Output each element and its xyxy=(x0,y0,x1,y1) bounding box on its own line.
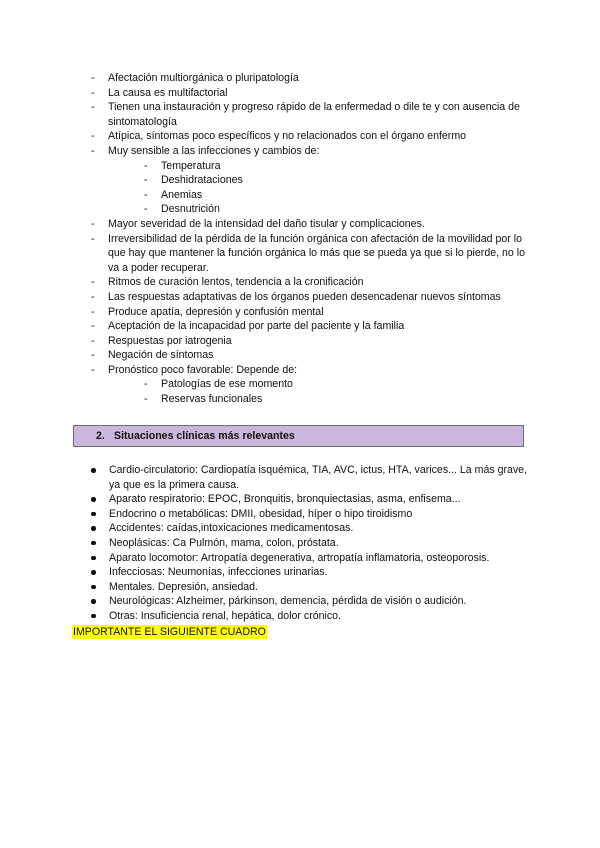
section-title: Situaciones clínicas más relevantes xyxy=(114,430,295,442)
section-heading xyxy=(73,425,524,447)
list-item xyxy=(91,305,536,320)
clinical-item: Aparato locomotor: Artropatía degenerativa, artropatía inflamatoria, osteoporosis. xyxy=(91,551,531,566)
section-number: 2. xyxy=(96,430,105,442)
list-item xyxy=(91,129,536,144)
sub-list-item: - Desnutrición xyxy=(108,202,536,217)
list-item xyxy=(91,275,536,290)
sub-list-item: - Deshidrataciones xyxy=(108,173,536,188)
list-item-text: Aceptación de la incapacidad por parte del paciente y la familia xyxy=(108,320,405,333)
clinical-situations-list xyxy=(91,463,531,624)
list-item-text: Atípica, síntomas poco específicos y no relacionados con el órgano enfermo xyxy=(108,130,467,143)
characteristics-list xyxy=(91,71,536,407)
highlighted-note: IMPORTANTE EL SIGUIENTE CUADRO xyxy=(73,626,266,638)
list-item xyxy=(91,86,536,101)
clinical-item: Neurológicas: Alzheimer, párkinson, demencia, pérdida de visión o audición. xyxy=(91,594,531,609)
clinical-item: Aparato respiratorio: EPOC, Bronquitis, bronquiectasias, asma, enfisema... xyxy=(91,492,531,507)
list-item-text: Respuestas por iatrogenia xyxy=(108,334,232,347)
list-item xyxy=(91,217,536,232)
list-item-text: Irreversibilidad de la pérdida de la función orgánica con afectación de la movilidad por lo que hay que mantener la función orgánica lo más que se pueda ya que si lo pierde, no lo va a poder recuperar. xyxy=(108,232,525,274)
list-item-text: Negación de síntomas xyxy=(108,349,214,362)
list-item xyxy=(91,363,536,407)
list-item xyxy=(91,334,536,349)
sub-list-item: - Anemias xyxy=(108,188,536,203)
clinical-item: Infecciosas: Neumonías, infecciones urinarias. xyxy=(91,565,531,580)
list-item-text: Las respuestas adaptativas de los órganos pueden desencadenar nuevos síntomas xyxy=(108,290,501,303)
list-item-text: Pronóstico poco favorable: Depende de: xyxy=(108,363,298,376)
clinical-item: Mentales. Depresión, ansiedad. xyxy=(91,580,531,595)
list-item xyxy=(91,319,536,334)
sub-list-item: - Patologías de ese momento xyxy=(108,377,536,392)
list-item xyxy=(91,100,536,129)
sub-list xyxy=(108,377,536,406)
list-item-text: Produce apatía, depresión y confusión mental xyxy=(108,305,324,318)
sub-list-item: - Reservas funcionales xyxy=(108,392,536,407)
list-item-text: Mayor severidad de la intensidad del daño tisular y complicaciones. xyxy=(108,217,425,230)
list-item-text: Afectación multiorgánica o pluripatología xyxy=(108,72,299,84)
clinical-item: Cardio-circulatorio: Cardiopatía isquémica, TIA, AVC, ictus, HTA, varices... La más grave, ya que es la primera causa. xyxy=(91,463,531,492)
list-item xyxy=(91,71,536,86)
clinical-item: Neoplásicas: Ca Pulmón, mama, colon, próstata. xyxy=(91,536,531,551)
sub-list xyxy=(108,159,536,217)
list-item xyxy=(91,290,536,305)
clinical-item: Accidentes: caídas,intoxicaciones medicamentosas. xyxy=(91,521,531,536)
list-item-text: Tienen una instauración y progreso rápido de la enfermedad o dile te y con ausencia de sintomatología xyxy=(108,101,520,128)
list-item xyxy=(91,348,536,363)
list-item-text: La causa es multifactorial xyxy=(108,86,228,99)
list-item xyxy=(91,232,536,276)
sub-list-item: - Temperatura xyxy=(108,159,536,174)
clinical-item: Endocrino o metabólicas: DMII, obesidad, híper o hipo tiroidismo xyxy=(91,507,531,522)
list-item xyxy=(91,144,536,217)
list-item-text: Muy sensible a las infecciones y cambios de: xyxy=(108,144,320,157)
clinical-item: Otras: Insuficiencia renal, hepática, dolor crónico. xyxy=(91,609,531,624)
list-item-text: Ritmos de curación lentos, tendencia a la cronificación xyxy=(108,276,364,289)
